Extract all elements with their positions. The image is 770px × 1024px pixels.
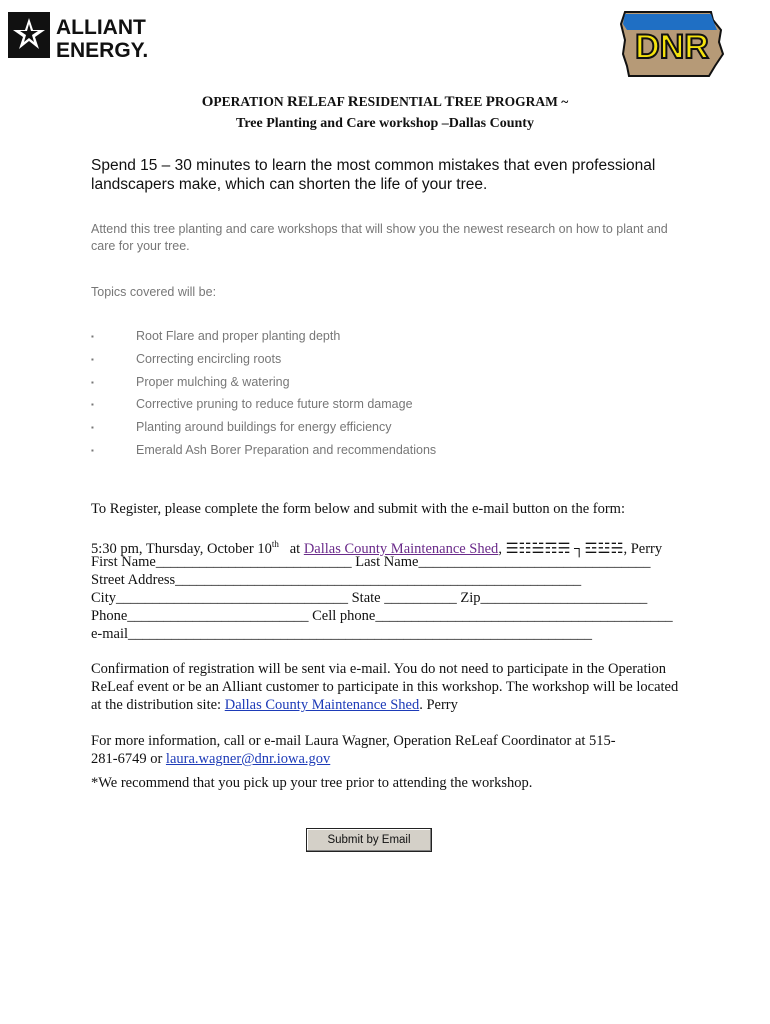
state-field[interactable]: __________ (384, 590, 457, 606)
zip-field[interactable]: _______________________ (480, 590, 648, 606)
city-row (91, 589, 647, 607)
intro-paragraph: Attend this tree planting and care workshops that will show you the newest research on how to plant and care for your tree. (91, 222, 668, 253)
last-name-field[interactable]: ________________________________ (418, 554, 651, 570)
list-item: ▪ Planting around buildings for energy efficiency (91, 420, 392, 434)
city-field[interactable]: ________________________________ (115, 590, 348, 606)
list-item: ▪ Corrective pruning to reduce future storm damage (91, 397, 413, 411)
bullet-icon: ▪ (91, 378, 94, 388)
last-name-label: Last Name (355, 554, 419, 570)
email-label: e-mail (91, 626, 129, 642)
bullet-icon: ▪ (91, 423, 94, 433)
phone-field[interactable]: _________________________ (127, 608, 309, 624)
name-row (91, 553, 650, 571)
distribution-site-link[interactable]: Dallas County Maintenance Shed (224, 697, 420, 713)
iowa-map-icon (617, 10, 727, 78)
alliant-logo-line1: ALLIANT (56, 16, 146, 39)
bullet-icon: ▪ (91, 332, 94, 342)
dnr-logo-text: DNR (635, 28, 709, 66)
confirmation-paragraph: Confirmation of registration will be sent via e-mail. You do not need to participate in the Operation ReLeaf event or be an Alliant customer to participate in this workshop. The workshop will be located at the distribution site: Dallas County Maintenance Shed. Perry (91, 661, 679, 713)
more-info-paragraph: For more information, call or e-mail Laura Wagner, Operation ReLeaf Coordinator at 515-281-6749 or laura.wagner@dnr.iowa.gov (91, 733, 616, 767)
topics-heading: Topics covered will be: (91, 285, 217, 299)
street-row (91, 571, 581, 589)
city-label: City (91, 590, 116, 606)
alliant-star-icon (8, 10, 158, 62)
list-item: ▪ Proper mulching & watering (91, 375, 290, 389)
bullet-icon: ▪ (91, 400, 94, 410)
event-time: 5:30 pm, Thursday, October 10 (91, 540, 272, 557)
document-subtitle: Tree Planting and Care workshop –Dallas County (236, 116, 534, 131)
list-item: ▪ Emerald Ash Borer Preparation and recommendations (91, 443, 437, 457)
submit-by-email-button[interactable]: Submit by Email (306, 828, 432, 852)
first-name-field[interactable]: ___________________________ (155, 554, 352, 570)
list-item: ▪ Correcting encircling roots (91, 352, 282, 366)
email-field[interactable]: ________________________________________________________________ (128, 626, 593, 642)
cell-label: Cell phone (312, 608, 376, 624)
first-name-label: First Name (91, 554, 156, 570)
event-details: 5:30 pm, Thursday, October 10th at Dallas County Maintenance Shed, ☰☷☱☶☴ ┐☲☳☵, Perry (91, 539, 663, 557)
bullet-icon: ▪ (91, 355, 94, 365)
phone-row (91, 607, 673, 625)
street-field[interactable]: ________________________________________________________ (175, 572, 582, 588)
zip-label: Zip (460, 590, 481, 606)
register-instructions: To Register, please complete the form below and submit with the e-mail button on the form: (91, 501, 625, 517)
recommend-note: *We recommend that you pick up your tree prior to attending the workshop. (91, 775, 533, 791)
state-label: State (351, 590, 381, 606)
bullet-icon: ▪ (91, 446, 94, 456)
alliant-logo-line2: ENERGY. (56, 39, 149, 62)
street-label: Street Address (91, 572, 176, 588)
document-title: OPERATION RELEAF RESIDENTIAL TREE PROGRAM ~ (201, 94, 569, 110)
cell-field[interactable]: _________________________________________ (375, 608, 673, 624)
contact-email-link[interactable]: laura.wagner@dnr.iowa.gov (165, 751, 331, 767)
location-link[interactable]: Dallas County Maintenance Shed (303, 540, 499, 557)
list-item: ▪ Root Flare and proper planting depth (91, 329, 341, 343)
lead-paragraph: Spend 15 – 30 minutes to learn the most common mistakes that even professional landscapers make, which can shorten the life of your tree. (91, 157, 656, 193)
phone-label: Phone (91, 608, 128, 624)
dnr-logo (617, 10, 727, 78)
alliant-energy-logo (8, 10, 158, 62)
email-row (91, 625, 592, 643)
